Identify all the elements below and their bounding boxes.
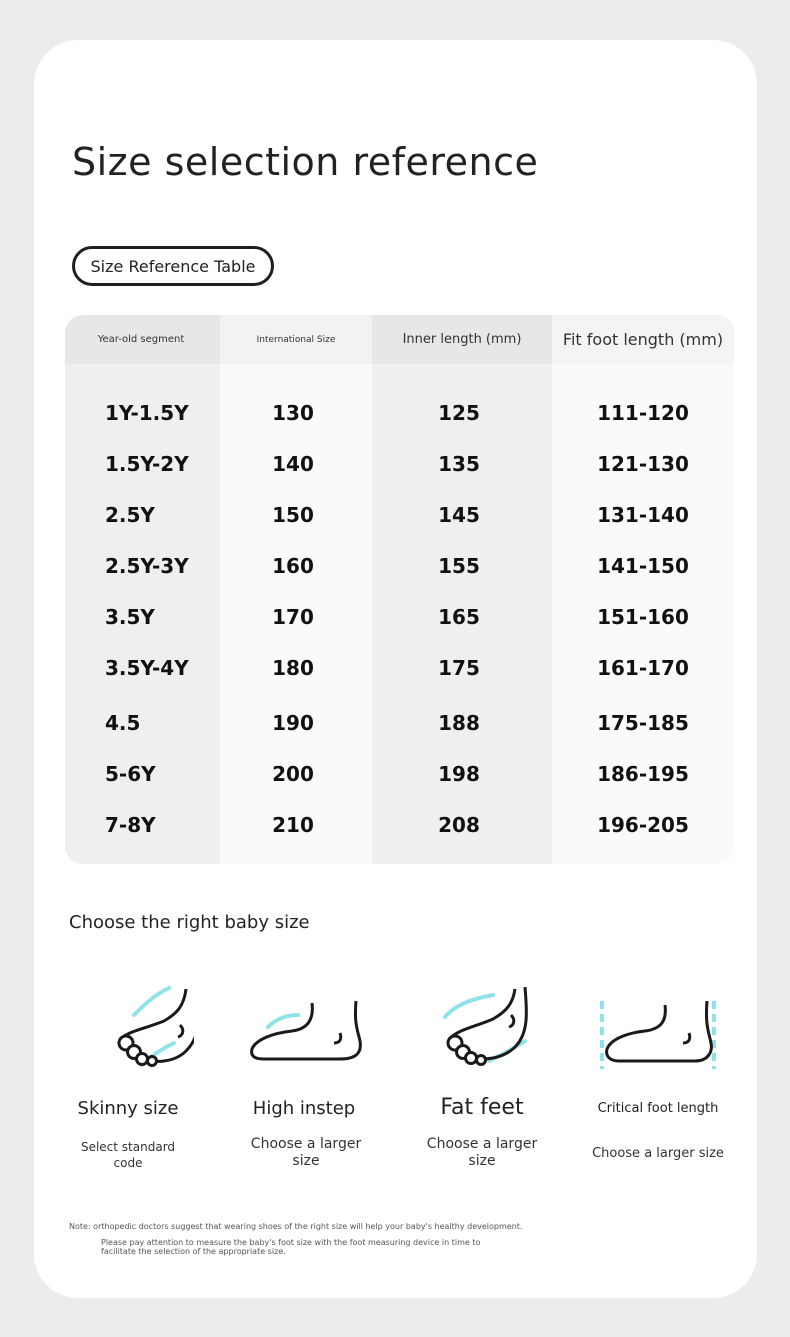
page-title: Size selection reference [72, 140, 539, 184]
table-cell: 140 [272, 452, 314, 476]
table-cell: 208 [438, 813, 480, 837]
foot-type-advice: Choose a larger size [426, 1136, 538, 1169]
foot-type-advice: Choose a larger size [250, 1136, 362, 1169]
foot-type-label: High instep [252, 1098, 356, 1119]
table-cell: 145 [438, 503, 480, 527]
table-cell: 165 [438, 605, 480, 629]
foot-type-label: Fat feet [440, 1095, 524, 1120]
table-cell: 196-205 [597, 813, 689, 837]
table-cell: 170 [272, 605, 314, 629]
column-header-age: Year-old segment [97, 333, 185, 345]
column-header-intl: International Size [256, 334, 336, 345]
foot-type-label: Critical foot length [597, 1101, 719, 1116]
table-cell: 4.5 [105, 711, 141, 735]
table-cell: 125 [438, 401, 480, 425]
table-cell: 7-8Y [105, 813, 156, 837]
table-cell: 150 [272, 503, 314, 527]
table-cell: 186-195 [597, 762, 689, 786]
table-cell: 2.5Y-3Y [105, 554, 189, 578]
table-cell: 151-160 [597, 605, 689, 629]
table-cell: 2.5Y [105, 503, 155, 527]
skinny-foot-icon [74, 985, 194, 1075]
table-cell: 188 [438, 711, 480, 735]
guide-title: Choose the right baby size [69, 912, 310, 933]
table-cell: 135 [438, 452, 480, 476]
column-header-inner: Inner length (mm) [402, 332, 522, 347]
table-cell: 121-130 [597, 452, 689, 476]
critical-length-icon [597, 985, 717, 1075]
note-line-2: Please pay attention to measure the baby's foot size with the foot measuring device in time to facilitate the selection of the appropriate size. [101, 1238, 481, 1256]
foot-type-label: Skinny size [77, 1098, 179, 1119]
column-header-fit: Fit foot length (mm) [562, 330, 724, 349]
table-cell: 180 [272, 656, 314, 680]
table-cell: 175-185 [597, 711, 689, 735]
table-cell: 1.5Y-2Y [105, 452, 189, 476]
foot-type-advice: Select standard code [80, 1140, 176, 1170]
table-cell: 3.5Y [105, 605, 155, 629]
table-cell: 155 [438, 554, 480, 578]
table-cell: 1Y-1.5Y [105, 401, 189, 425]
table-cell: 161-170 [597, 656, 689, 680]
foot-type-advice: Choose a larger size [592, 1146, 724, 1161]
size-guide-card [34, 40, 757, 1298]
note-line-1: Note: orthopedic doctors suggest that wearing shoes of the right size will help your baby's healthy development. [69, 1222, 523, 1231]
table-cell: 111-120 [597, 401, 689, 425]
table-cell: 175 [438, 656, 480, 680]
table-label-pill: Size Reference Table [72, 246, 274, 286]
table-cell: 131-140 [597, 503, 689, 527]
size-table [65, 315, 734, 864]
table-cell: 200 [272, 762, 314, 786]
fat-foot-icon [431, 985, 551, 1075]
table-cell: 130 [272, 401, 314, 425]
table-cell: 210 [272, 813, 314, 837]
high-instep-icon [244, 985, 364, 1075]
table-cell: 190 [272, 711, 314, 735]
table-cell: 160 [272, 554, 314, 578]
table-cell: 5-6Y [105, 762, 156, 786]
table-cell: 3.5Y-4Y [105, 656, 189, 680]
table-cell: 198 [438, 762, 480, 786]
table-cell: 141-150 [597, 554, 689, 578]
